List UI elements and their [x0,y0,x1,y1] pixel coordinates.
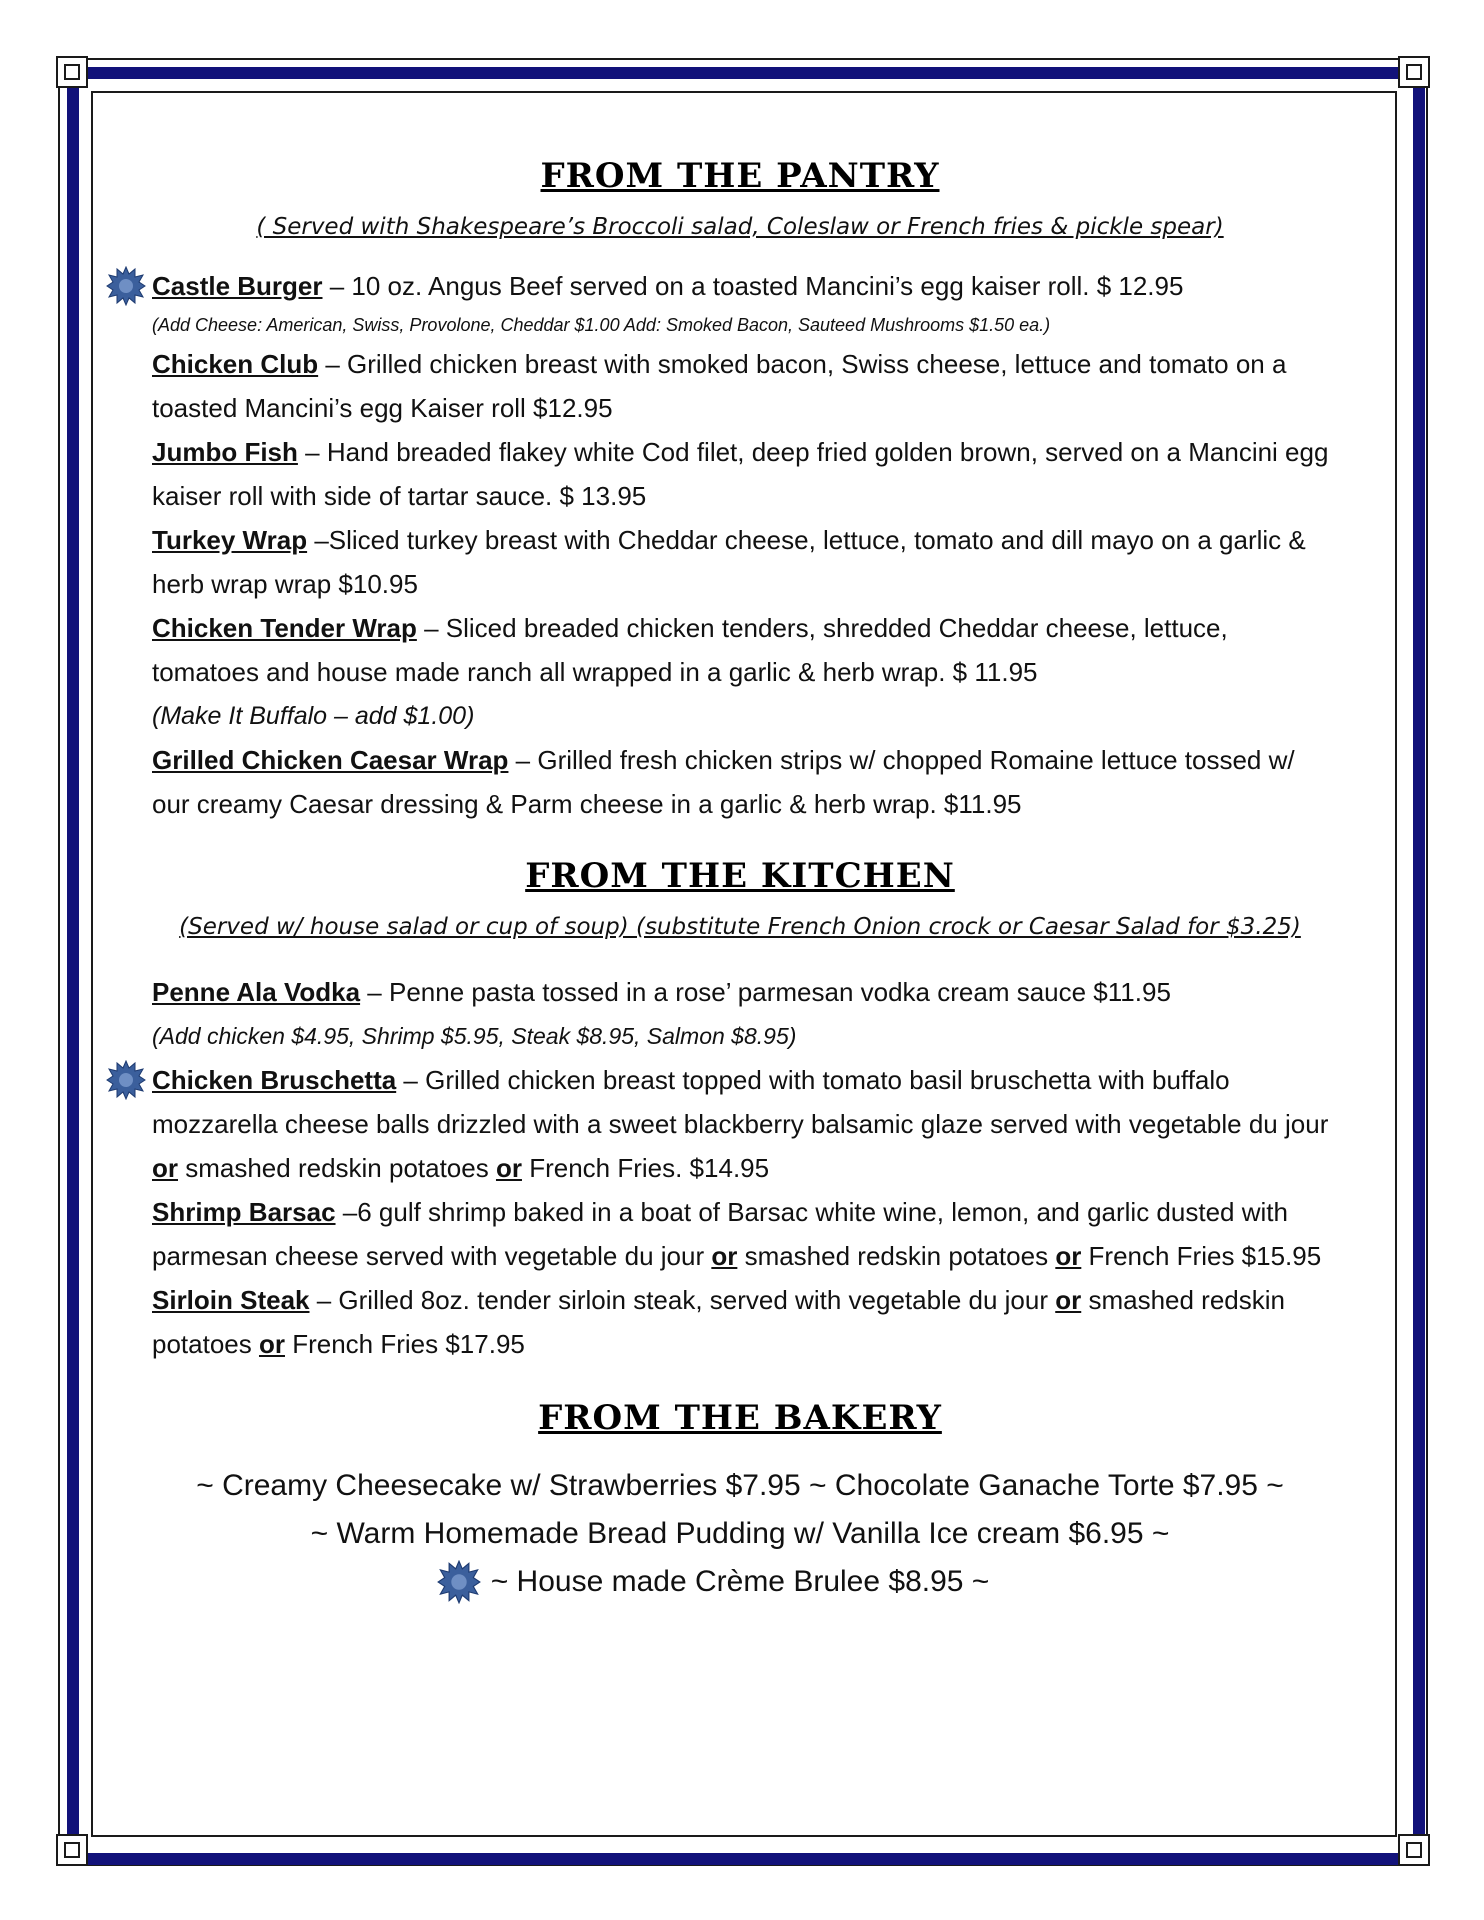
menu-item-name: Castle Burger [152,271,323,301]
bakery-item: ~ Warm Homemade Bread Pudding w/ Vanilla Ice cream $6.95 ~ [310,1517,1170,1550]
menu-item [152,1190,1330,1278]
or-word: or [1055,1285,1082,1315]
menu-item-name: Turkey Wrap [152,525,308,555]
menu-item-description: – Grilled fresh chicken strips w/ chopped Romaine lettuce tossed w/ our creamy Caesar dressing & Parm cheese in a garlic & herb wrap. $11.95 [152,745,1295,819]
or-word: or [152,1153,178,1183]
kitchen-menu [152,970,1330,1366]
menu-item-addon: (Make It Buffalo – add $1.00) [152,702,475,730]
menu-item-description: – Grilled chicken breast topped with tomato basil bruschetta with buffalo mozzarella cheese balls drizzled with a sweet blackberry balsamic glaze served with vegetable du jour [152,1065,1329,1139]
menu-item-name: Chicken Club [152,349,319,379]
bakery-list [150,1462,1330,1606]
menu-item-name: Sirloin Steak [152,1285,310,1315]
menu-item [152,606,1330,694]
menu-item-description: smashed redskin potatoes [178,1153,496,1183]
menu-item-addon: (Add chicken $4.95, Shrimp $5.95, Steak $8.95, Salmon $8.95) [152,1023,797,1049]
menu-item-description: – 10 oz. Angus Beef served on a toasted Mancini’s egg kaiser roll. $ 12.95 [322,271,1184,301]
menu-item-description: – Grilled chicken breast with smoked bacon, Swiss cheese, lettuce and tomato on a toasted Mancini’s egg Kaiser roll $12.95 [152,349,1287,423]
menu-page [150,150,1330,1606]
menu-item-description: French Fries $17.95 [284,1329,525,1359]
menu-item-description: French Fries. $14.95 [521,1153,770,1183]
menu-item-name: Chicken Tender Wrap [152,613,417,643]
menu-item-description: –6 gulf shrimp baked in a boat of Barsac white wine, lemon, and garlic dusted with parmesan cheese served with vegetable du jour [152,1197,1288,1271]
menu-item-name: Grilled Chicken Caesar Wrap [152,745,509,775]
menu-item-description: French Fries $15.95 [1081,1241,1322,1271]
section-heading-kitchen: FROM THE KITCHEN [525,856,955,896]
bakery-item [491,1558,990,1606]
bakery-item: ~ Creamy Cheesecake w/ Strawberries $7.95 ~ Chocolate Ganache Torte $7.95 ~ [196,1469,1284,1502]
menu-item [152,970,1330,1014]
menu-item-name: Chicken Bruschetta [152,1065,397,1095]
menu-item [152,264,1330,308]
menu-item [152,518,1330,606]
menu-item-name: Jumbo Fish [152,437,298,467]
menu-item [152,738,1330,826]
menu-item-name: Shrimp Barsac [152,1197,336,1227]
or-word: or [258,1329,285,1359]
menu-item-description: – Hand breaded flakey white Cod filet, deep fried golden brown, served on a Mancini egg kaiser roll with side of tartar sauce. $ 13.95 [152,437,1329,511]
section-heading-bakery: FROM THE BAKERY [538,1398,942,1438]
menu-item-description: – Grilled 8oz. tender sirloin steak, served with vegetable du jour [309,1285,1056,1315]
pantry-serving-note: ( Served with Shakespeare’s Broccoli salad, Coleslaw or French fries & pickle spear) [256,214,1224,240]
menu-item [152,342,1330,430]
menu-item [152,430,1330,518]
or-word: or [1055,1241,1082,1271]
kitchen-serving-note: (Served w/ house salad or cup of soup) (substitute French Onion crock or Caesar Salad for $3.25) [179,914,1301,940]
star-burst-icon [106,1060,146,1100]
star-burst-icon [437,1560,481,1604]
pantry-menu [152,264,1330,826]
corner-ornament [56,1834,88,1866]
or-word: or [495,1153,522,1183]
menu-item-description: – Sliced breaded chicken tenders, shredded Cheddar cheese, lettuce, tomatoes and house made ranch all wrapped in a garlic & herb wrap. $ 11.95 [152,613,1228,687]
bakery-item-text: ~ House made Crème Brulee $8.95 ~ [490,1565,990,1598]
corner-ornament [1398,1834,1430,1866]
menu-item-description: – Penne pasta tossed in a rose’ parmesan vodka cream sauce $11.95 [360,977,1171,1007]
or-word: or [711,1241,738,1271]
menu-item-name: Penne Ala Vodka [152,977,361,1007]
menu-item [152,1058,1330,1190]
menu-item-addon: (Add Cheese: American, Swiss, Provolone, Cheddar $1.00 Add: Smoked Bacon, Sauteed Mushrooms $1.50 ea.) [152,315,1051,335]
menu-item-description: smashed redskin potatoes [152,1285,1285,1359]
menu-item-description: –Sliced turkey breast with Cheddar cheese, lettuce, tomato and dill mayo on a garlic & herb wrap wrap $10.95 [152,525,1306,599]
section-heading-pantry: FROM THE PANTRY [540,156,940,196]
corner-ornament [56,56,88,88]
star-burst-icon [106,266,146,306]
corner-ornament [1398,56,1430,88]
menu-item [152,1278,1330,1366]
menu-item-description: smashed redskin potatoes [737,1241,1056,1271]
